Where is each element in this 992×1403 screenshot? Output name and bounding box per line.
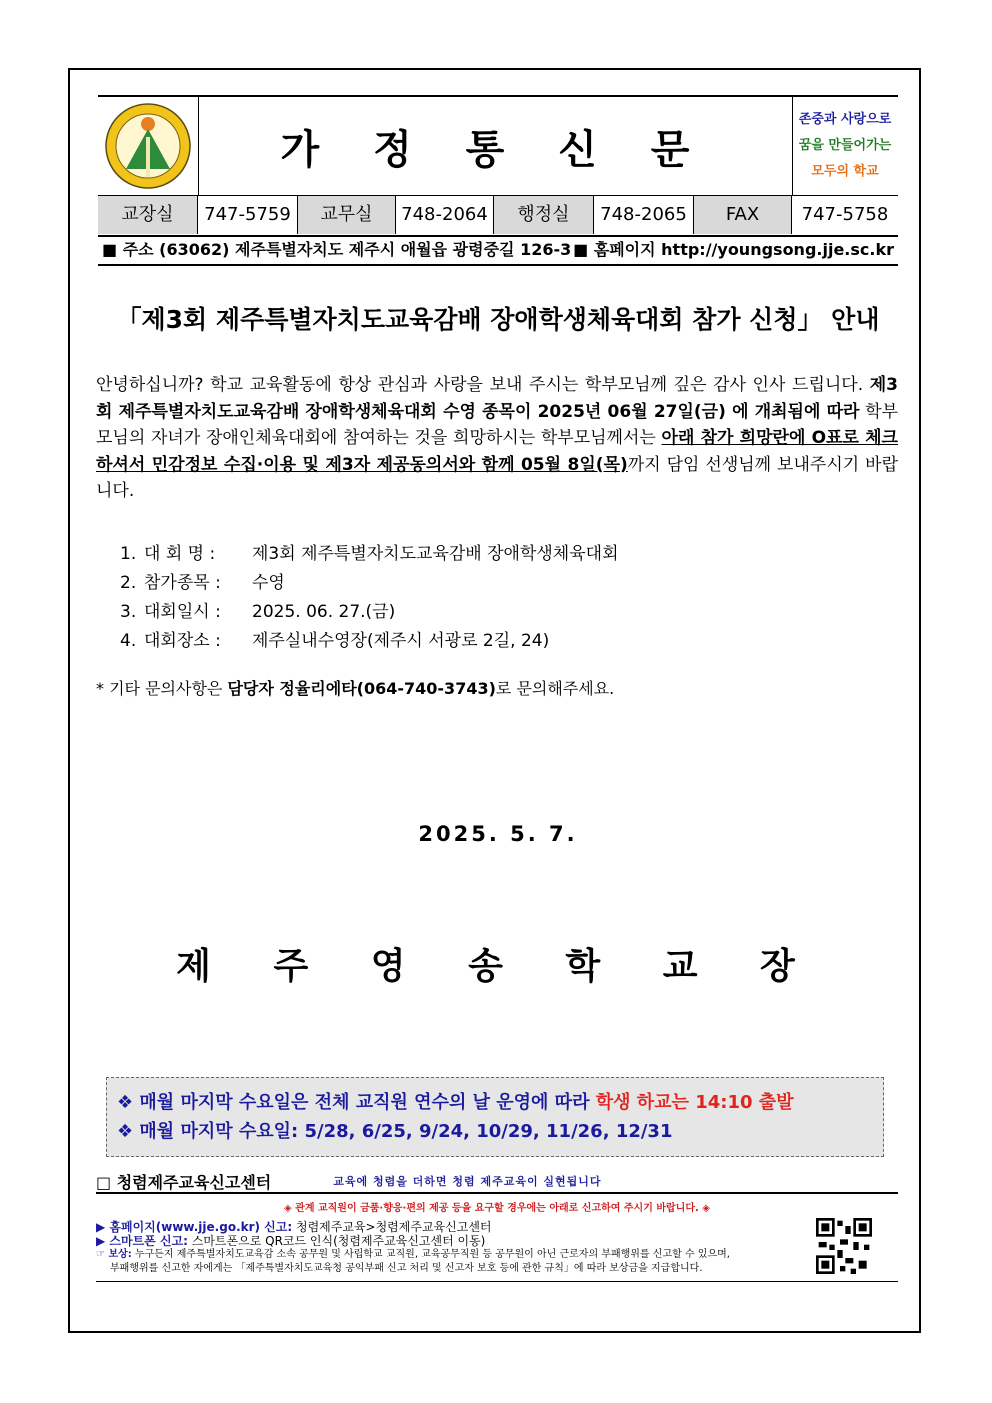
letterhead: [98, 95, 898, 237]
contact-value: 748-2065: [594, 196, 694, 234]
note-text: 로 문의해주세요.: [495, 679, 615, 698]
notice-highlight: 학생 하교는 14:10 출발: [595, 1092, 794, 1113]
dismissal-notice-box: [106, 1077, 884, 1157]
body-paragraph: [96, 372, 898, 505]
report-instructions: [96, 1220, 898, 1276]
body-text: 까지 담임 선생님께 보내주시기 바랍니다.: [96, 454, 898, 501]
report-phone-line: ▶ 스마트폰 신고: 스마트폰으로 QR코드 인식(청렴제주교육신고센터 이동): [96, 1234, 486, 1248]
inquiry-note: [96, 676, 614, 699]
list-item: [120, 569, 619, 598]
list-item: [120, 627, 619, 656]
qr-code-icon[interactable]: [816, 1218, 872, 1274]
list-value: 2025. 06. 27.(금): [252, 602, 396, 622]
report-reward-line: ☞ 보상: 누구든지 제주특별자치도교육감 소속 공무원 및 사립학교 교직원, 교육공무직원 등 공무원이 아닌 근로자의 부패행위를 신고할 수 있으며,: [96, 1249, 730, 1260]
list-label: 대회장소 :: [144, 631, 221, 651]
address-bar: [98, 236, 898, 266]
school-address: ■ 주소 (63062) 제주특별자치도 제주시 애월읍 광령중길 126-3: [102, 240, 572, 259]
motto-line-2: 꿈을 만들어가는: [798, 138, 892, 153]
document-title: 「제3회 제주특별자치도교육감배 장애학생체육대회 참가 신청」 안내: [116, 305, 880, 334]
contact-label: FAX: [694, 196, 792, 234]
body-text: 안녕하십니까? 학교 교육활동에 항상 관심과 사랑을 보내 주시는 학부모님께 깊은 감사 인사 드립니다.: [96, 375, 864, 395]
list-item: [120, 598, 619, 627]
list-label: 대 회 명 :: [144, 544, 216, 564]
contact-label: 교장실: [98, 196, 198, 234]
body-text: 학부모님의 자녀가 장애인체육대회에 참여하는 것을 희망하시는 학부모님께서는: [96, 401, 899, 448]
report-bottom-rule: [96, 1281, 898, 1282]
list-label: 대회일시 :: [144, 602, 221, 622]
integrity-report-center: [96, 1170, 898, 1276]
list-item: [120, 540, 619, 569]
report-heading: □ 청렴제주교육신고센터: [96, 1172, 272, 1192]
contact-person: 담당자 정율리에타(064-740-3743): [227, 679, 496, 698]
motto-line-1: 존중과 사랑으로: [798, 112, 892, 127]
motto-line-3: 모두의 학교: [811, 164, 879, 179]
report-header: [96, 1170, 898, 1194]
list-number: 1.: [120, 544, 137, 564]
list-number: 4.: [120, 631, 137, 651]
list-value: 수영: [252, 573, 285, 593]
issue-date: 2025. 5. 7.: [418, 822, 578, 846]
contact-value: 748-2064: [396, 196, 494, 234]
principal-signature: 제 주 영 송 학 교 장: [176, 946, 820, 987]
list-label: 참가종목 :: [144, 573, 221, 593]
list-number: 2.: [120, 573, 137, 593]
contact-row: [98, 195, 898, 234]
contact-value: 747-5758: [801, 204, 889, 225]
body-underlined-text: 아래 참가 희망란에 O표로 체크하셔서 민감정보 수집·이용 및 제3자 제공동의서와 함께 05월 8일(목): [96, 428, 898, 475]
contact-label: 행정실: [494, 196, 594, 234]
notice-line-1: ❖ 매월 마지막 수요일은 전체 교직원 연수의 날 운영에 따라 학생 하교는 14:10 출발: [117, 1092, 794, 1113]
newsletter-title: 가 정 통 신 문: [280, 126, 710, 173]
note-text: * 기타 문의사항은: [96, 679, 228, 698]
school-motto: [792, 97, 898, 195]
report-subtitle: ◈ 관계 교직원이 금품·향응·편의 제공 등을 요구할 경우에는 아래로 신고하여 주시기 바랍니다. ◈: [284, 1203, 710, 1214]
homepage-link[interactable]: ■ 홈페이지 http://youngsong.jje.sc.kr: [573, 240, 894, 259]
school-logo: [98, 97, 199, 195]
list-number: 3.: [120, 602, 137, 622]
contact-value: 747-5759: [198, 196, 298, 234]
contact-label: 교무실: [298, 196, 396, 234]
report-web-line: ▶ 홈페이지(www.jje.go.kr) 신고: 청렴제주교육>청렴제주교육신고센터: [96, 1220, 492, 1234]
body-bold-text: 제3회 제주특별자치도교육감배 장애학생체육대회 수영 종목이 2025년 06월 27일(금) 에 개최됨에 따라: [96, 375, 899, 422]
event-details-list: [120, 540, 619, 656]
newsletter-title-cell: [198, 97, 793, 195]
report-slogan: 교육에 청렴을 더하면 청렴 제주교육이 실현됩니다: [333, 1175, 602, 1188]
list-value: 제주실내수영장(제주시 서광로 2길, 24): [252, 631, 550, 651]
list-value: 제3회 제주특별자치도교육감배 장애학생체육대회: [252, 544, 619, 564]
notice-line-2: ❖ 매월 마지막 수요일: 5/28, 6/25, 9/24, 10/29, 11/26, 12/31: [117, 1121, 673, 1142]
report-reward-line-2: 부패행위를 신고한 자에게는 「제주특별자치도교육청 공익부패 신고 처리 및 신고자 보호 등에 관한 규칙」에 따라 보상금을 지급합니다.: [110, 1263, 703, 1274]
